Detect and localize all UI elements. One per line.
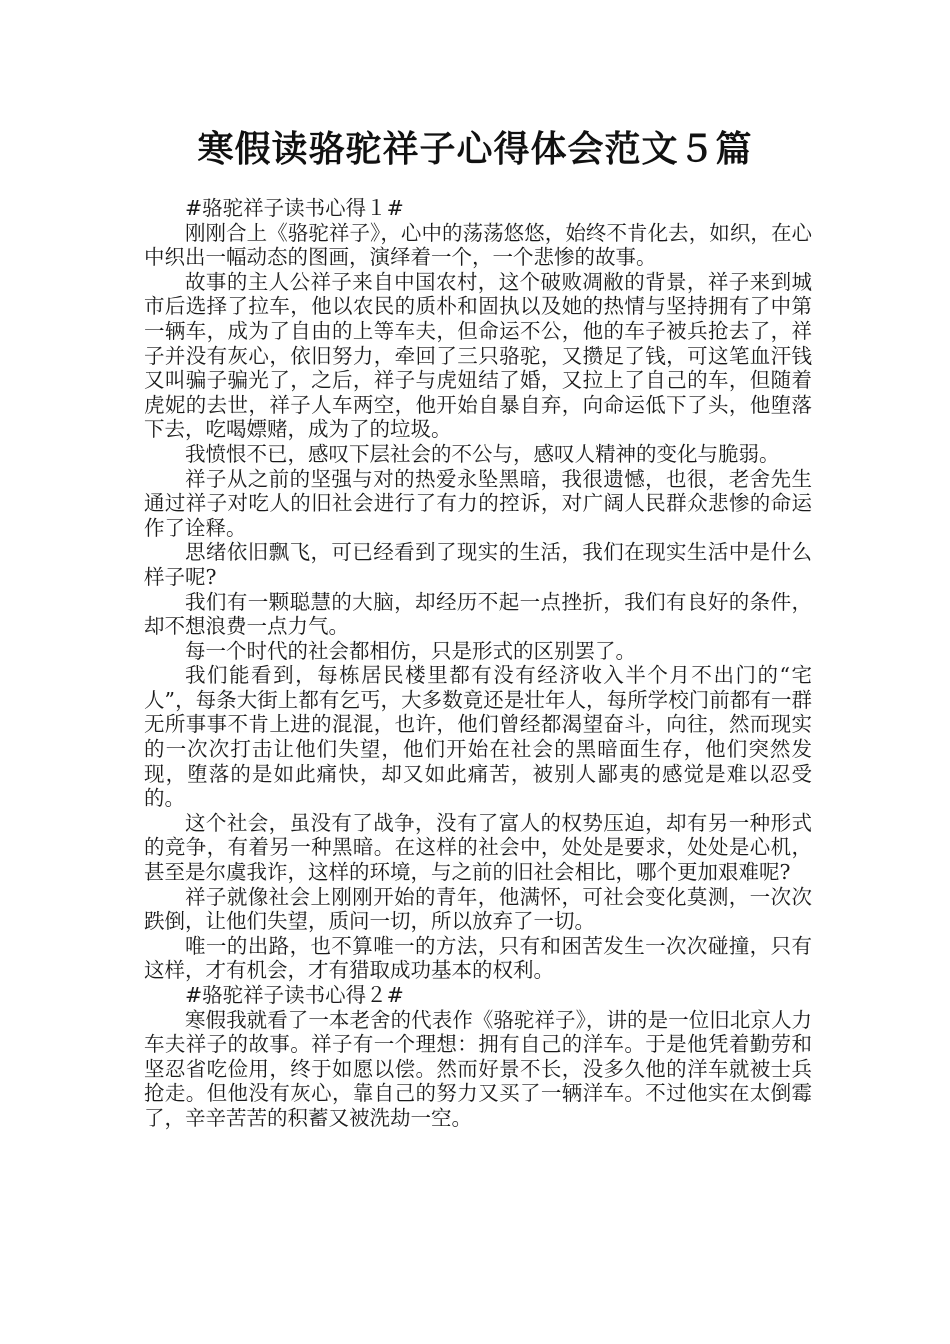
body-paragraph: 祥子从之前的坚强与对的热爱永坠黑暗，我很遗憾，也很，老舍先生通过祥子对吃人的旧社会进行了有力的控诉，对广阔人民群众悲惨的命运作了诠释。	[144, 466, 812, 540]
body-paragraph: 我们能看到，每栋居民楼里都有没有经济收入半个月不出门的“宅人”，每条大街上都有乞丐，大多数竟还是壮年人，每所学校门前都有一群无所事事不肯上进的混混，也许，他们曾经都渴望奋斗，向往，然而现实的一次次打击让他们失望，他们开始在社会的黑暗面生存，他们突然发现，堕落的是如此痛快，却又如此痛苦，被别人鄙夷的感觉是难以忍受的。	[144, 663, 812, 811]
section-heading-1: #骆驼祥子读书心得１#	[185, 196, 404, 220]
body-paragraph: 我们有一颗聪慧的大脑，却经历不起一点挫折，我们有良好的条件，却不想浪费一点力气。	[144, 589, 812, 639]
body-paragraph: 刚刚合上《骆驼祥子》，心中的荡荡悠悠，始终不肯化去，如织，在心中织出一幅动态的图画，演绎着一个，一个悲惨的故事。	[144, 220, 812, 270]
body-paragraph: 这个社会，虽没有了战争，没有了富人的权势压迫，却有另一种形式的竞争，有着另一种黑暗。在这样的社会中，处处是要求，处处是心机，甚至是尔虞我诈，这样的环境，与之前的旧社会相比，哪个更加艰难呢?	[144, 810, 812, 885]
document-body	[144, 196, 812, 1131]
body-paragraph: 每一个时代的社会都相仿，只是形式的区别罢了。	[185, 638, 636, 663]
section-heading-2: #骆驼祥子读书心得２#	[185, 983, 404, 1007]
body-paragraph: 故事的主人公祥子来自中国农村，这个破败凋敝的背景，祥子来到城市后选择了拉车，他以农民的质朴和固执以及她的热情与坚持拥有了中第一辆车，成为了自由的上等车夫，但命运不公，他的车子被兵抢去了，祥子并没有灰心，依旧努力，牵回了三只骆驼，又攒足了钱，可这笔血汗钱又叫骗子骗光了，之后，祥子与虎妞结了婚，又拉上了自己的车，但随着虎妮的去世，祥子人车两空，他开始自暴自弃，向命运低下了头，他堕落下去，吃喝嫖赌，成为了的垃圾。	[144, 269, 812, 442]
body-paragraph: 思绪依旧飘飞，可已经看到了现实的生活，我们在现实生活中是什么样子呢?	[144, 540, 812, 589]
body-paragraph: 祥子就像社会上刚刚开始的青年，他满怀，可社会变化莫测，一次次跌倒，让他们失望，质问一切，所以放弃了一切。	[144, 884, 812, 934]
body-paragraph: 唯一的出路，也不算唯一的方法，只有和困苦发生一次次碰撞，只有这样，才有机会，才有猎取成功基本的权利。	[144, 933, 812, 983]
body-paragraph: 寒假我就看了一本老舍的代表作《骆驼祥子》，讲的是一位旧北京人力车夫祥子的故事。祥子有一个理想：拥有自己的洋车。于是他凭着勤劳和坚忍省吃俭用，终于如愿以偿。然而好景不长，没多久他的洋车就被士兵抢走。但他没有灰心，靠自己的努力又买了一辆洋车。不过他实在太倒霉了，辛辛苦苦的积蓄又被洗劫一空。	[144, 1007, 812, 1130]
body-paragraph: 我愤恨不已，感叹下层社会的不公与，感叹人精神的变化与脆弱。	[185, 441, 780, 466]
document-title: 寒假读骆驼祥子心得体会范文５篇	[197, 129, 753, 170]
